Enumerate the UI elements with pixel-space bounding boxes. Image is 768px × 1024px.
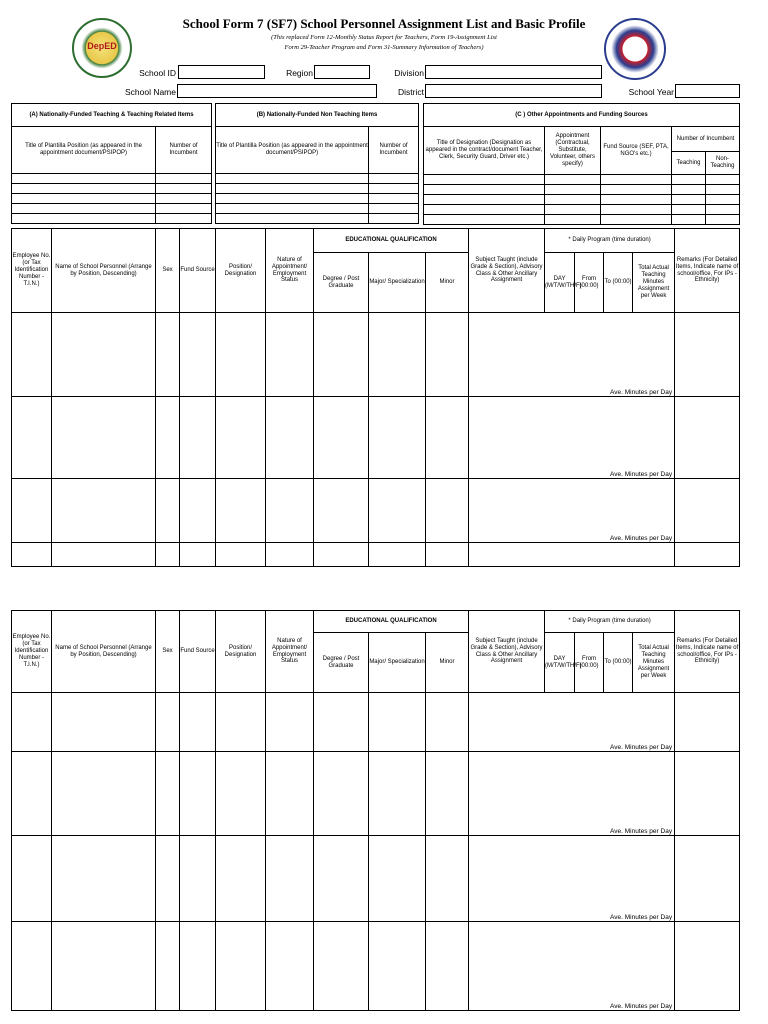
ave-minutes-label: Ave. Minutes per Day	[610, 470, 673, 478]
section-c-col-nonteaching: Non-Teaching	[706, 152, 740, 175]
district-field[interactable]	[425, 84, 602, 98]
section-c-table	[423, 103, 740, 225]
col-minor: Minor	[426, 253, 469, 313]
col-day: DAY (M/T/W/TH/F)	[545, 633, 575, 693]
ave-minutes-label: Ave. Minutes per Day	[610, 827, 673, 835]
col-subject-taught: Subject Taught (include Grade & Section), Advisory Class & Other Ancillary Assignment	[469, 611, 545, 693]
col-personnel-name: Name of School Personnel (Arrange by Position, Descending)	[52, 611, 156, 693]
col-employee-no: Employee No. (or Tax Identification Number - T.I.N.)	[12, 611, 52, 693]
col-day: DAY (M/T/W/TH/F)	[545, 253, 575, 313]
section-c-col-number: Number of Incumbent	[672, 127, 740, 152]
col-major: Major/ Specialization	[369, 633, 426, 693]
col-fund-source: Fund Source	[180, 611, 216, 693]
section-b-col-number: Number of Incumbent	[369, 127, 419, 174]
col-minor: Minor	[426, 633, 469, 693]
section-c-col-fund: Fund Source (SEF, PTA, NGO's etc.)	[601, 127, 672, 175]
col-daily-program: * Daily Program (time duration)	[545, 611, 675, 633]
col-from: From (00:00)	[575, 633, 604, 693]
personnel-table-2	[11, 610, 740, 1011]
col-to: To (00:00)	[604, 633, 633, 693]
ave-minutes-label: Ave. Minutes per Day	[610, 1002, 673, 1010]
col-fund-source: Fund Source	[180, 229, 216, 313]
school-id-field[interactable]	[178, 65, 265, 79]
division-field[interactable]	[425, 65, 602, 79]
deped-seal-text: DepED	[87, 41, 117, 51]
col-sex: Sex	[156, 611, 180, 693]
col-position: Position/ Designation	[216, 229, 266, 313]
section-a-col-number: Number of Incumbent	[156, 127, 212, 174]
col-degree: Degree / Post Graduate	[314, 633, 369, 693]
personnel-table-1	[11, 228, 740, 567]
col-degree: Degree / Post Graduate	[314, 253, 369, 313]
subtitle-line2: Form 29-Teacher Program and Form 31-Summary Information of Teachers)	[284, 44, 484, 51]
col-nature-appointment: Nature of Appointment/ Employment Status	[266, 229, 314, 313]
school-year-field[interactable]	[675, 84, 740, 98]
col-total-minutes: Total Actual Teaching Minutes Assignment per Week	[633, 633, 675, 693]
col-personnel-name: Name of School Personnel (Arrange by Position, Descending)	[52, 229, 156, 313]
ave-minutes-label: Ave. Minutes per Day	[610, 743, 673, 751]
school-name-field[interactable]	[177, 84, 377, 98]
section-a-table	[11, 103, 212, 224]
col-educational-qualification: EDUCATIONAL QUALIFICATION	[314, 229, 469, 253]
ave-minutes-label: Ave. Minutes per Day	[610, 534, 673, 542]
col-sex: Sex	[156, 229, 180, 313]
col-major: Major/ Specialization	[369, 253, 426, 313]
school-year-label: School Year	[628, 87, 674, 97]
col-to: To (00:00)	[604, 253, 633, 313]
section-c-col-teaching: Teaching	[672, 152, 706, 175]
col-subject-taught: Subject Taught (include Grade & Section), Advisory Class & Other Ancillary Assignment	[469, 229, 545, 313]
section-c-col-designation: Title of Designation (Designation as appeared in the contract/document Teacher, Clerk, Security Guard, Driver etc.)	[424, 127, 545, 175]
section-a-col-title: Title of Plantilla Position (as appeared in the appointment document/PSIPOP)	[12, 127, 156, 174]
ave-minutes-label: Ave. Minutes per Day	[610, 388, 673, 396]
page-title: School Form 7 (SF7) School Personnel Assignment List and Basic Profile	[182, 16, 586, 31]
col-position: Position/ Designation	[216, 611, 266, 693]
division-label: Division	[394, 68, 424, 78]
section-c-col-appointment: Appointment (Contractual, Substitute, Volunteer, others specify)	[545, 127, 601, 175]
school-name-label: School Name	[124, 87, 176, 97]
col-educational-qualification: EDUCATIONAL QUALIFICATION	[314, 611, 469, 633]
school-id-label: School ID	[139, 68, 176, 78]
section-b-title: (B) Nationally-Funded Non Teaching Items	[216, 104, 419, 127]
subtitle-line1: (This replaced Form 12-Monthly Status Report for Teachers, Form 19-Assignment List	[271, 34, 497, 41]
col-nature-appointment: Nature of Appointment/ Employment Status	[266, 611, 314, 693]
col-remarks: Remarks (For Detailed Items, Indicate name of school/office, For IPs -Ethnicity)	[675, 229, 740, 313]
region-label: Region	[286, 68, 313, 78]
col-remarks: Remarks (For Detailed Items, Indicate name of school/office, For IPs -Ethnicity)	[675, 611, 740, 693]
region-field[interactable]	[314, 65, 370, 79]
section-a-title: (A) Nationally-Funded Teaching & Teaching Related Items	[12, 104, 212, 127]
ave-minutes-label: Ave. Minutes per Day	[610, 913, 673, 921]
col-from: From (00:00)	[575, 253, 604, 313]
district-label: District	[398, 87, 424, 97]
section-c-title: (C ) Other Appointments and Funding Sources	[424, 104, 740, 127]
col-total-minutes: Total Actual Teaching Minutes Assignment per Week	[633, 253, 675, 313]
col-daily-program: * Daily Program (time duration)	[545, 229, 675, 253]
section-b-table	[215, 103, 419, 224]
col-employee-no: Employee No. (or Tax Identification Number - T.I.N.)	[12, 229, 52, 313]
section-b-col-title: Title of Plantilla Position (as appeared in the appointment document/PSIPOP)	[216, 127, 369, 174]
